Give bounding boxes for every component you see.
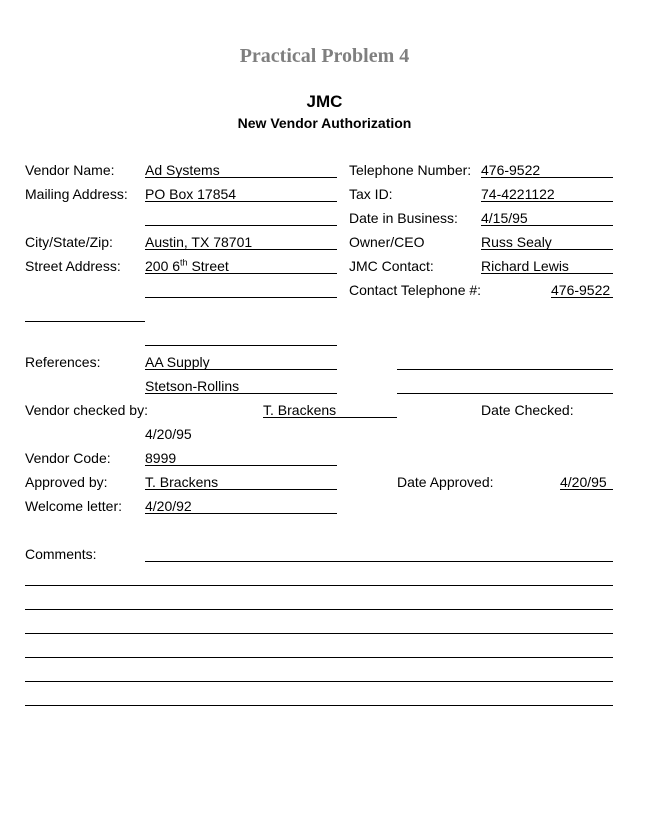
city-state-zip-underline (145, 249, 337, 250)
vendor-code-underline (145, 465, 337, 466)
welcome-letter-field[interactable]: 4/20/92 (145, 498, 192, 514)
vendor-name-label: Vendor Name: (25, 162, 115, 178)
comments-line[interactable] (25, 609, 613, 610)
vendor-checked-by-underline (263, 417, 397, 418)
contact-telephone-field[interactable]: 476-9522 (551, 282, 611, 298)
comments-label: Comments: (25, 546, 97, 562)
reference-3-underline[interactable] (397, 369, 613, 370)
reference-4-underline[interactable] (397, 393, 613, 394)
page-title: Practical Problem 4 (239, 45, 410, 67)
telephone-label: Telephone Number: (349, 162, 472, 178)
street-address-line2-underline[interactable] (145, 297, 337, 298)
contact-telephone-label: Contact Telephone #: (349, 282, 482, 298)
comments-line[interactable] (25, 705, 613, 706)
date-checked-label: Date Checked: (481, 402, 574, 418)
jmc-contact-label: JMC Contact: (349, 258, 434, 274)
approved-by-label: Approved by: (25, 474, 108, 490)
date-in-business-field[interactable]: 4/15/95 (481, 210, 528, 226)
street-address-underline (145, 273, 337, 274)
street-address-field[interactable]: 200 6th Street (145, 257, 229, 274)
organization-name: JMC (306, 92, 343, 111)
reference-1-field[interactable]: AA Supply (145, 354, 210, 370)
vendor-name-field[interactable]: Ad Systems (145, 162, 220, 178)
date-approved-underline (560, 489, 613, 490)
telephone-field[interactable]: 476-9522 (481, 162, 541, 178)
welcome-letter-underline (145, 513, 337, 514)
reference-2-underline (145, 393, 337, 394)
tax-id-underline (481, 201, 613, 202)
approved-by-underline (145, 489, 337, 490)
telephone-underline (481, 177, 613, 178)
date-approved-field[interactable]: 4/20/95 (560, 474, 607, 490)
date-in-business-label: Date in Business: (349, 210, 458, 226)
comments-line[interactable] (25, 681, 613, 682)
mailing-address-line2-underline[interactable] (145, 225, 337, 226)
vendor-code-field[interactable]: 8999 (145, 450, 177, 466)
tax-id-label: Tax ID: (349, 186, 393, 202)
blank-underline (25, 321, 145, 322)
mailing-address-label: Mailing Address: (25, 186, 128, 202)
mailing-address-underline (145, 201, 337, 202)
comments-line[interactable] (25, 585, 613, 586)
jmc-contact-field[interactable]: Richard Lewis (481, 258, 569, 274)
contact-telephone-underline (551, 297, 613, 298)
blank-underline (145, 345, 337, 346)
owner-label: Owner/CEO (349, 234, 425, 250)
form-subtitle: New Vendor Authorization (237, 115, 412, 131)
reference-1-underline (145, 369, 337, 370)
vendor-checked-by-field[interactable]: T. Brackens (263, 402, 337, 418)
vendor-code-label: Vendor Code: (25, 450, 111, 466)
reference-2-field[interactable]: Stetson-Rollins (145, 378, 240, 394)
comments-line[interactable] (145, 561, 613, 562)
street-address-label: Street Address: (25, 258, 121, 274)
mailing-address-field[interactable]: PO Box 17854 (145, 186, 237, 202)
comments-line[interactable] (25, 633, 613, 634)
owner-field[interactable]: Russ Sealy (481, 234, 552, 250)
vendor-name-underline (145, 177, 337, 178)
comments-line[interactable] (25, 657, 613, 658)
city-state-zip-label: City/State/Zip: (25, 234, 113, 250)
date-approved-label: Date Approved: (397, 474, 494, 490)
date-in-business-underline (481, 225, 613, 226)
date-checked-field[interactable]: 4/20/95 (145, 426, 192, 442)
references-label: References: (25, 354, 101, 370)
owner-underline (481, 249, 613, 250)
vendor-checked-label: Vendor checked by: (25, 402, 148, 418)
approved-by-field[interactable]: T. Brackens (145, 474, 219, 490)
city-state-zip-field[interactable]: Austin, TX 78701 (145, 234, 253, 250)
welcome-letter-label: Welcome letter: (25, 498, 122, 514)
tax-id-field[interactable]: 74-4221122 (481, 186, 555, 202)
jmc-contact-underline (481, 273, 613, 274)
